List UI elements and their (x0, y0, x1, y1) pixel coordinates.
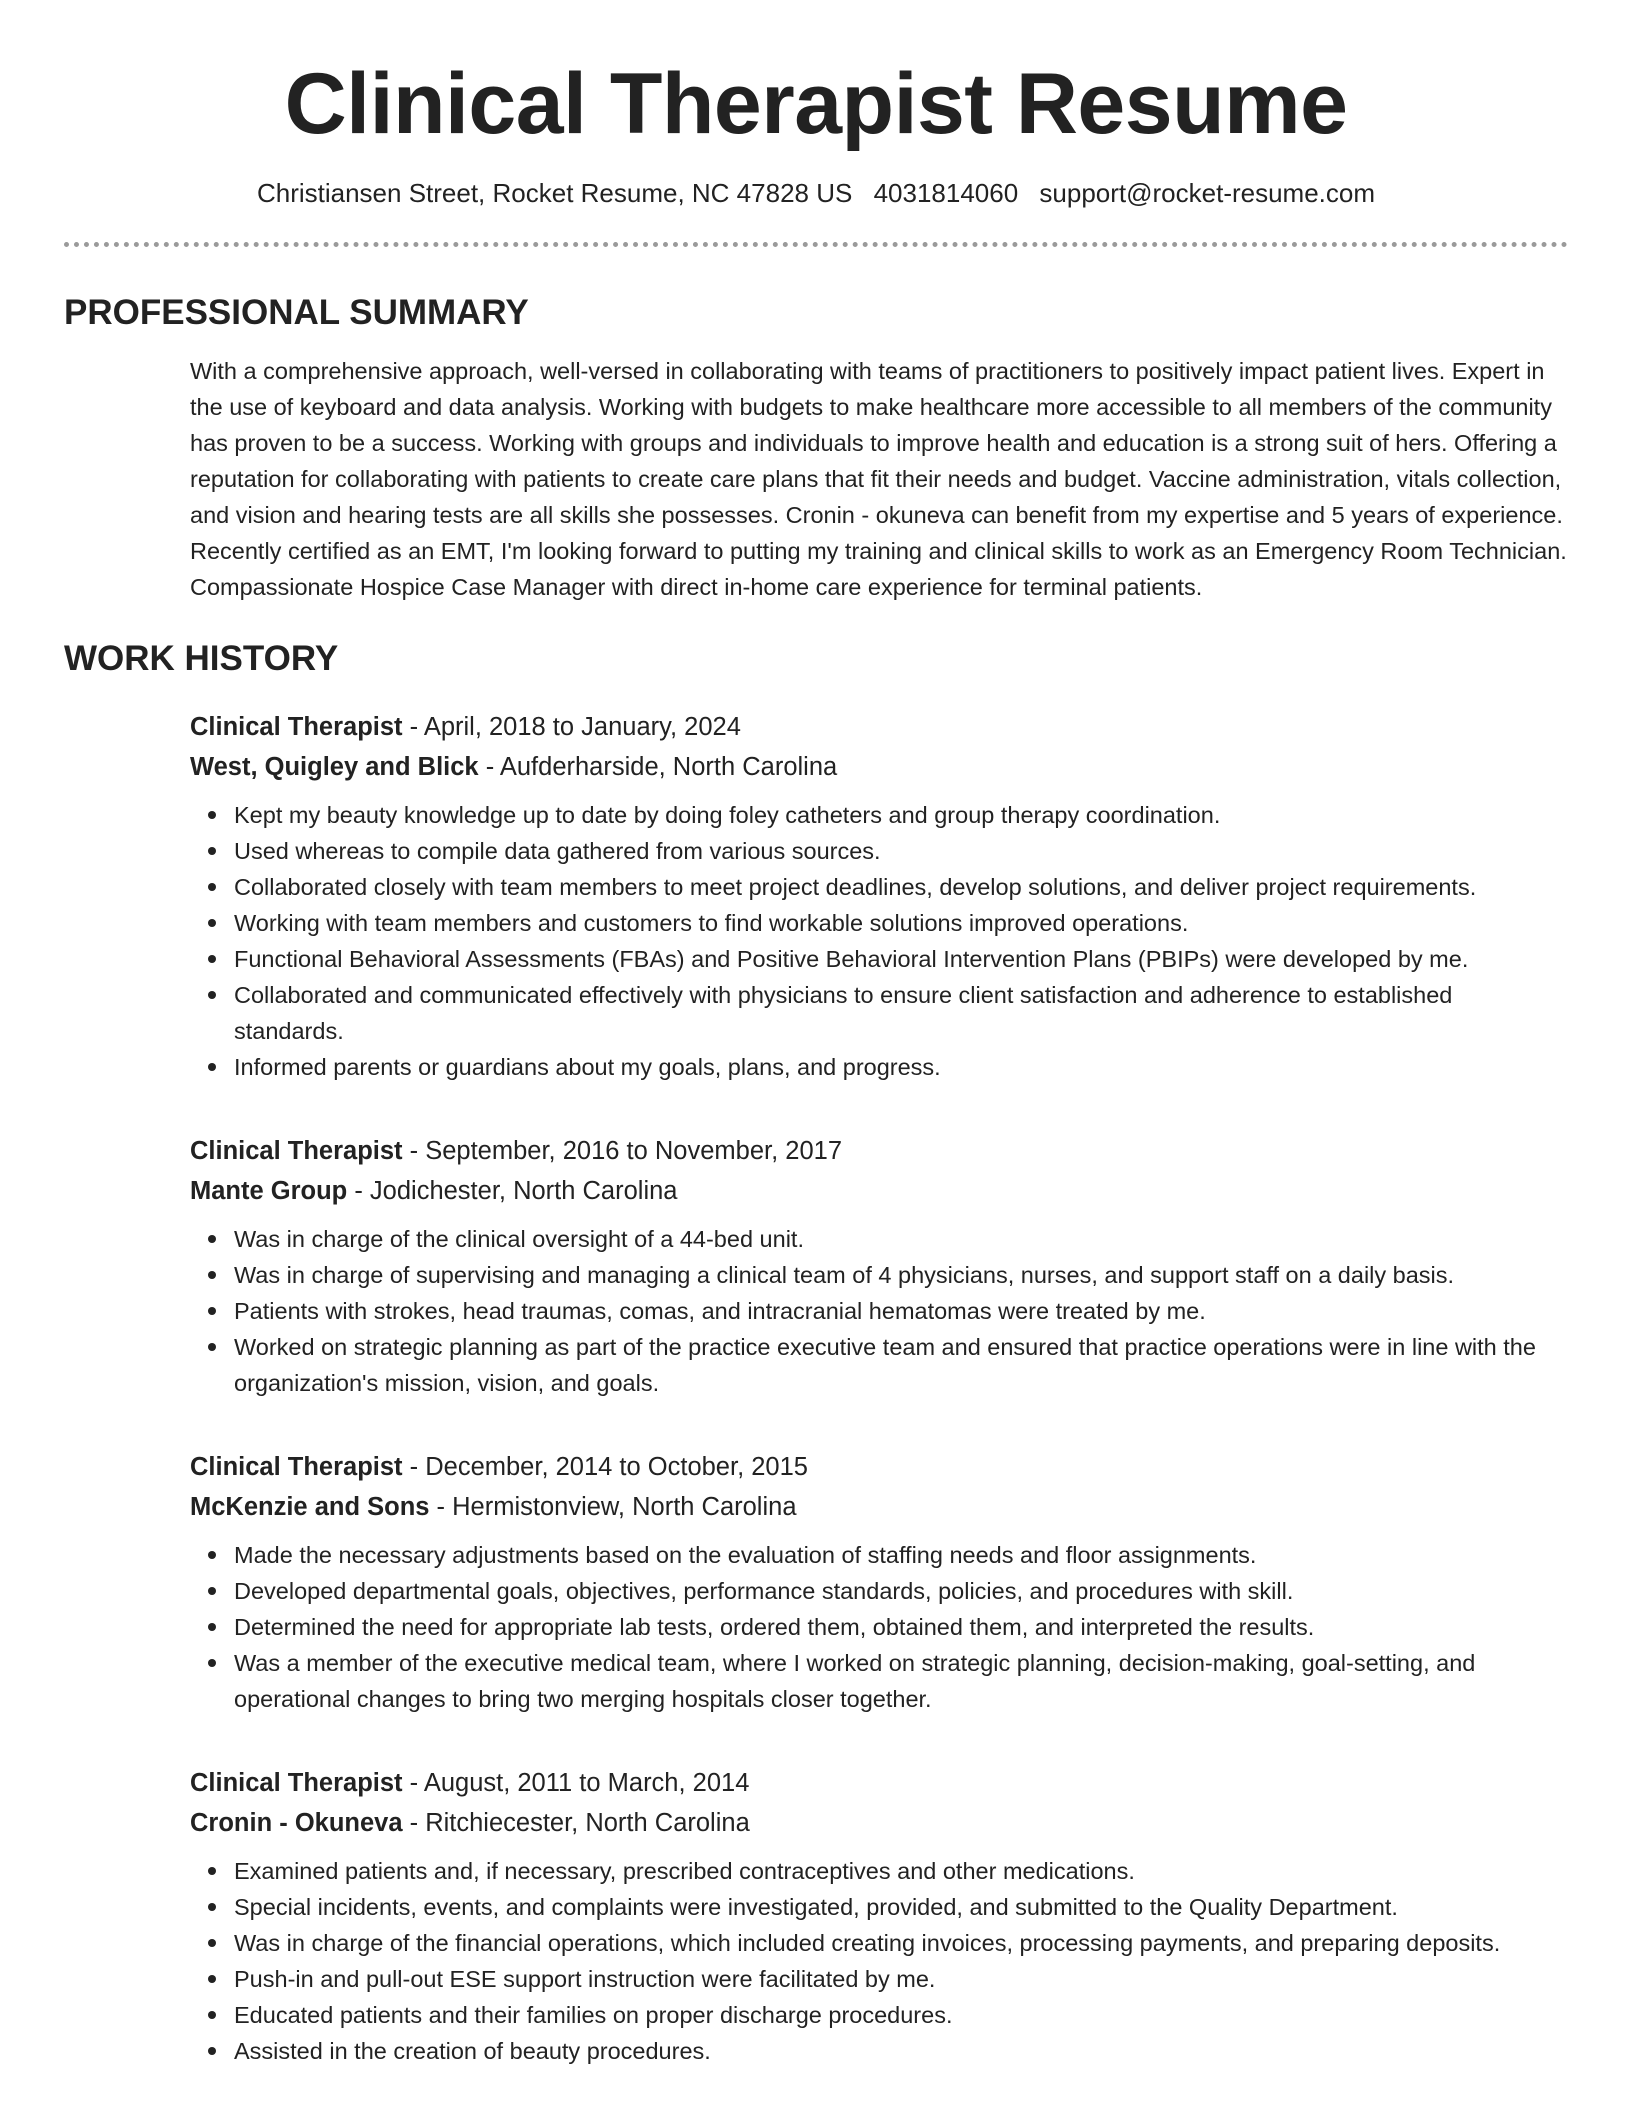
job-entry (190, 707, 1568, 1085)
bullet-item: Was in charge of the clinical oversight of a 44-bed unit. (234, 1221, 1568, 1257)
contact-line (64, 176, 1568, 210)
work-history-list (190, 707, 1568, 2069)
job-company: West, Quigley and Blick (190, 753, 479, 781)
bullet-item: Determined the need for appropriate lab tests, ordered them, obtained them, and interpreted the results. (234, 1609, 1568, 1645)
job-company: McKenzie and Sons (190, 1493, 430, 1521)
job-company-line (190, 747, 1568, 787)
bullet-item: Developed departmental goals, objectives, performance standards, policies, and procedures with skill. (234, 1573, 1568, 1609)
summary-text: With a comprehensive approach, well-versed in collaborating with teams of practitioners to positively impact patient lives. Expert in the use of keyboard and data analysis. Working with budgets to make healthcare more accessible to all members of the community has proven to be a success. Working with groups and individuals to improve health and education is a strong suit of hers. Offering a reputation for collaborating with patients to create care plans that fit their needs and budget. Vaccine administration, vitals collection, and vision and hearing tests are all skills she possesses. Cronin - okuneva can benefit from my expertise and 5 years of experience. Recently certified as an EMT, I'm looking forward to putting my training and clinical skills to work as an Emergency Room Technician. Compassionate Hospice Case Manager with direct in-home care experience for terminal patients. (190, 358, 1567, 600)
job-entry (190, 1447, 1568, 1717)
bullet-item: Assisted in the creation of beauty procedures. (234, 2033, 1568, 2069)
bullet-item: Collaborated and communicated effectively with physicians to ensure client satisfaction and adherence to established standards. (234, 977, 1568, 1049)
bullet-item: Was in charge of supervising and managing a clinical team of 4 physicians, nurses, and support staff on a daily basis. (234, 1257, 1568, 1293)
job-title-line (190, 707, 1568, 747)
job-title: Clinical Therapist (190, 1137, 403, 1165)
bullet-item: Informed parents or guardians about my goals, plans, and progress. (234, 1049, 1568, 1085)
job-company-line (190, 1803, 1568, 1843)
section-heading-work-history: WORK HISTORY (64, 639, 339, 678)
job-title-line (190, 1131, 1568, 1171)
job-dates: - April, 2018 to January, 2024 (402, 713, 741, 741)
bullet-item: Working with team members and customers to find workable solutions improved operations. (234, 905, 1568, 941)
job-title: Clinical Therapist (190, 713, 403, 741)
job-dates: - August, 2011 to March, 2014 (402, 1769, 750, 1797)
bullet-item: Patients with strokes, head traumas, comas, and intracranial hematomas were treated by me. (234, 1293, 1568, 1329)
job-company-line (190, 1171, 1568, 1211)
job-title-line (190, 1763, 1568, 1803)
bullet-item: Educated patients and their families on proper discharge procedures. (234, 1997, 1568, 2033)
resume-title: Clinical Therapist Resume (284, 56, 1348, 152)
contact-address: Christiansen Street, Rocket Resume, NC 47828 US (256, 178, 853, 208)
job-location: - Aufderharside, North Carolina (478, 753, 838, 781)
job-location: - Jodichester, North Carolina (347, 1177, 678, 1205)
job-company: Cronin - Okuneva (190, 1809, 403, 1837)
job-title: Clinical Therapist (190, 1769, 403, 1797)
header-divider (64, 242, 1568, 247)
job-title-line (190, 1447, 1568, 1487)
job-bullets (190, 797, 1568, 1085)
job-entry (190, 1763, 1568, 2069)
bullet-item: Was in charge of the financial operations, which included creating invoices, processing payments, and preparing deposits. (234, 1925, 1568, 1961)
bullet-item: Functional Behavioral Assessments (FBAs) and Positive Behavioral Intervention Plans (PBIPs) were developed by me. (234, 941, 1568, 977)
section-heading-summary: PROFESSIONAL SUMMARY (64, 293, 529, 332)
job-location: - Hermistonview, North Carolina (429, 1493, 797, 1521)
bullet-item: Kept my beauty knowledge up to date by doing foley catheters and group therapy coordination. (234, 797, 1568, 833)
bullet-item: Examined patients and, if necessary, prescribed contraceptives and other medications. (234, 1853, 1568, 1889)
contact-email: support@rocket-resume.com (1039, 178, 1376, 208)
bullet-item: Was a member of the executive medical team, where I worked on strategic planning, decision-making, goal-setting, and operational changes to bring two merging hospitals closer together. (234, 1645, 1568, 1717)
bullet-item: Special incidents, events, and complaints were investigated, provided, and submitted to the Quality Department. (234, 1889, 1568, 1925)
bullet-item: Worked on strategic planning as part of the practice executive team and ensured that practice operations were in line with the organization's mission, vision, and goals. (234, 1329, 1568, 1401)
job-entry (190, 1131, 1568, 1401)
job-dates: - September, 2016 to November, 2017 (402, 1137, 843, 1165)
job-company-line (190, 1487, 1568, 1527)
bullet-item: Made the necessary adjustments based on the evaluation of staffing needs and floor assignments. (234, 1537, 1568, 1573)
bullet-item: Collaborated closely with team members to meet project deadlines, develop solutions, and deliver project requirements. (234, 869, 1568, 905)
job-company: Mante Group (190, 1177, 348, 1205)
job-title: Clinical Therapist (190, 1453, 403, 1481)
job-location: - Ritchiecester, North Carolina (402, 1809, 750, 1837)
bullet-item: Push-in and pull-out ESE support instruction were facilitated by me. (234, 1961, 1568, 1997)
job-bullets (190, 1221, 1568, 1401)
job-dates: - December, 2014 to October, 2015 (402, 1453, 808, 1481)
contact-phone: 4031814060 (873, 178, 1019, 208)
job-bullets (190, 1853, 1568, 2069)
job-bullets (190, 1537, 1568, 1717)
bullet-item: Used whereas to compile data gathered from various sources. (234, 833, 1568, 869)
